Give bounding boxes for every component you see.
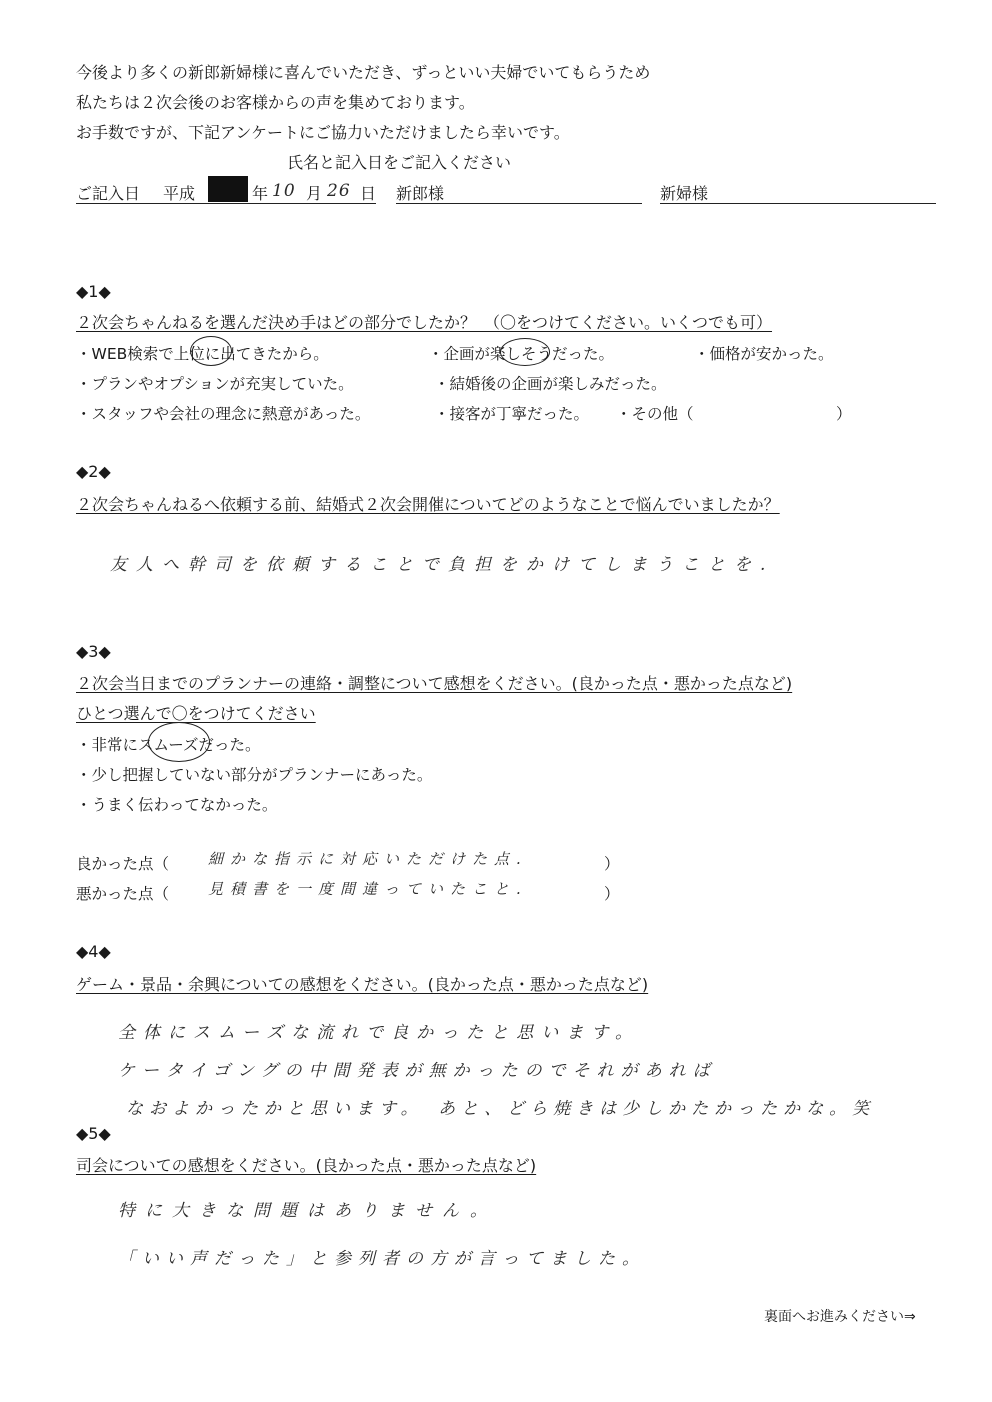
year-label: 年 [252, 184, 269, 203]
q4-answer-line-3: なおよかったかと思います。 あと、どら焼きは少しかたかったかな。笑 [126, 1099, 876, 1119]
intro-line-3: お手数ですが、下記アンケートにご協力いただけましたら幸いです。 [76, 123, 570, 142]
q1-circle-fun [500, 338, 550, 366]
q3-instruction: ひとつ選んで〇をつけてください [76, 704, 316, 723]
month-label: 月 [306, 184, 323, 203]
q3-good-close: ） [604, 855, 620, 873]
q4-marker: ◆4◆ [76, 942, 111, 961]
groom-label: 新郎様 [396, 184, 445, 203]
bride-underline [660, 203, 936, 204]
groom-underline [396, 203, 642, 204]
q5-answer-line-2: 「いい声だった」と参列者の方が言ってました。 [118, 1249, 646, 1269]
q2-marker: ◆2◆ [76, 462, 111, 481]
q3-good-answer: 細かな指示に対応いただけた点. [208, 850, 528, 868]
month-value: 10 [272, 181, 296, 201]
q1-option-staff: ・スタッフや会社の理念に熱意があった。 [76, 405, 371, 423]
q3-option-poor: ・うまく伝わってなかった。 [76, 796, 278, 814]
q3-question: ２次会当日までのプランナーの連絡・調整について感想をください。(良かった点・悪かった点など) [76, 674, 793, 693]
q1-option-other-close: ） [836, 405, 852, 423]
intro-line-1: 今後より多くの新郎新婦様に喜んでいただき、ずっといい夫婦でいてもらうため [76, 63, 651, 82]
q2-question: ２次会ちゃんねるへ依頼する前、結婚式２次会開催についてどのようなことで悩んでいましたか？ [76, 495, 780, 514]
q2-answer: 友人へ幹司を依頼することで負担をかけてしまうことを. [110, 555, 775, 575]
intro-line-4: 氏名と記入日をご記入ください [287, 153, 512, 172]
date-underline [76, 203, 376, 204]
q4-answer-line-2: ケータイゴングの中間発表が無かったのでそれがあれば [118, 1061, 717, 1081]
redacted-year [208, 176, 248, 202]
day-label: 日 [360, 184, 377, 203]
q5-question: 司会についての感想をください。(良かった点・悪かった点など) [76, 1156, 537, 1175]
q1-option-other: ・その他（ [616, 405, 694, 423]
q3-good-label: 良かった点（ [76, 855, 170, 873]
q1-option-service: ・接客が丁寧だった。 [434, 405, 590, 423]
q3-option-partial: ・少し把握していない部分がプランナーにあった。 [76, 766, 433, 784]
q3-marker: ◆3◆ [76, 642, 111, 661]
q5-marker: ◆5◆ [76, 1124, 111, 1143]
intro-line-2: 私たちは２次会後のお客様からの声を集めております。 [76, 93, 475, 112]
next-page-note: 裏面へお進みください⇒ [764, 1309, 916, 1325]
q3-bad-answer: 見積書を一度間違っていたこと. [208, 880, 528, 898]
q3-bad-close: ） [604, 885, 620, 903]
q1-marker: ◆1◆ [76, 282, 111, 301]
q3-bad-label: 悪かった点（ [76, 885, 170, 903]
era-label: 平成 [163, 184, 196, 203]
q3-option-smooth: ・非常にスムーズだった。 [76, 736, 261, 754]
q1-option-price: ・価格が安かった。 [694, 345, 834, 363]
day-value: 26 [327, 181, 351, 201]
q4-answer-line-1: 全体にスムーズな流れで良かったと思います。 [118, 1023, 640, 1043]
date-label: ご記入日 [76, 184, 141, 203]
q3-circle-smooth [148, 722, 210, 762]
q4-question: ゲーム・景品・余興についての感想をください。(良かった点・悪かった点など) [76, 975, 649, 994]
q1-option-fun: ・企画が楽しそうだった。 [428, 345, 615, 363]
q1-option-web: ・WEB検索で上位に出てきたから。 [76, 345, 329, 363]
q1-question: ２次会ちゃんねるを選んだ決め手はどの部分でしたか？ （〇をつけてください。いくつでも可） [76, 313, 773, 332]
q1-option-after: ・結婚後の企画が楽しみだった。 [434, 375, 667, 393]
q1-option-plan: ・プランやオプションが充実していた。 [76, 375, 354, 393]
q5-answer-line-1: 特に大きな問題はありません。 [118, 1201, 498, 1221]
q1-circle-web [190, 336, 232, 366]
bride-label: 新婦様 [660, 184, 709, 203]
